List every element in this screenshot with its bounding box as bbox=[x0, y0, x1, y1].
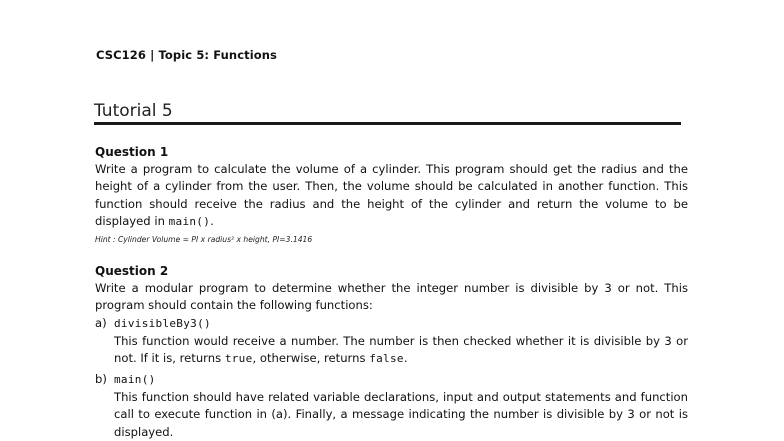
item-a-desc-2: , otherwise, returns bbox=[252, 351, 366, 366]
item-a-description bbox=[114, 333, 688, 368]
question-1-text: Write a program to calculate the volume of a cylinder. This program should get the radius and the height of a cylinder from the user. Then, the volume should be calculated in another function. This function should receive the radius and the height of the cylinder and return the volume to be displayed in bbox=[95, 162, 688, 229]
course-code: CSC126 bbox=[96, 48, 146, 62]
question-1-title: Question 1 bbox=[95, 145, 169, 159]
item-a-function: divisibleBy3() bbox=[114, 317, 211, 330]
item-b-function: main() bbox=[114, 373, 156, 386]
item-a-code-true: true bbox=[224, 352, 253, 366]
question-2-intro: Write a modular program to determine whether the integer number is divisible by 3 or not. This program should contain the following functions: bbox=[95, 281, 688, 313]
title-rule bbox=[94, 122, 681, 125]
tutorial-title: Tutorial 5 bbox=[94, 101, 173, 121]
item-a bbox=[95, 315, 211, 332]
question-1-hint: Hint : Cylinder Volume = PI x radius² x height, PI=3.1416 bbox=[95, 235, 313, 244]
item-b-description: This function should have related variable declarations, input and output statements and function call to execute function in (a). Finally, a message indicating the number is divisible by 3 or not is displayed. bbox=[114, 390, 688, 439]
question-1-code: main() bbox=[168, 215, 211, 229]
question-1-period: . bbox=[210, 214, 214, 229]
header-separator: | bbox=[150, 48, 155, 62]
question-2-title: Question 2 bbox=[95, 264, 169, 278]
item-a-desc-3: . bbox=[403, 351, 408, 366]
item-a-code-false: false bbox=[369, 352, 404, 366]
item-a-desc-1: This function would receive a number. The number is then checked whether it is divisible by 3 or not. If it is, returns bbox=[114, 334, 688, 366]
question-1-body bbox=[95, 161, 688, 231]
item-a-label: a) bbox=[95, 316, 107, 330]
page-header bbox=[96, 48, 277, 62]
item-b-label: b) bbox=[95, 372, 107, 386]
item-b bbox=[95, 371, 156, 388]
topic-label: Topic 5: Functions bbox=[158, 48, 277, 62]
